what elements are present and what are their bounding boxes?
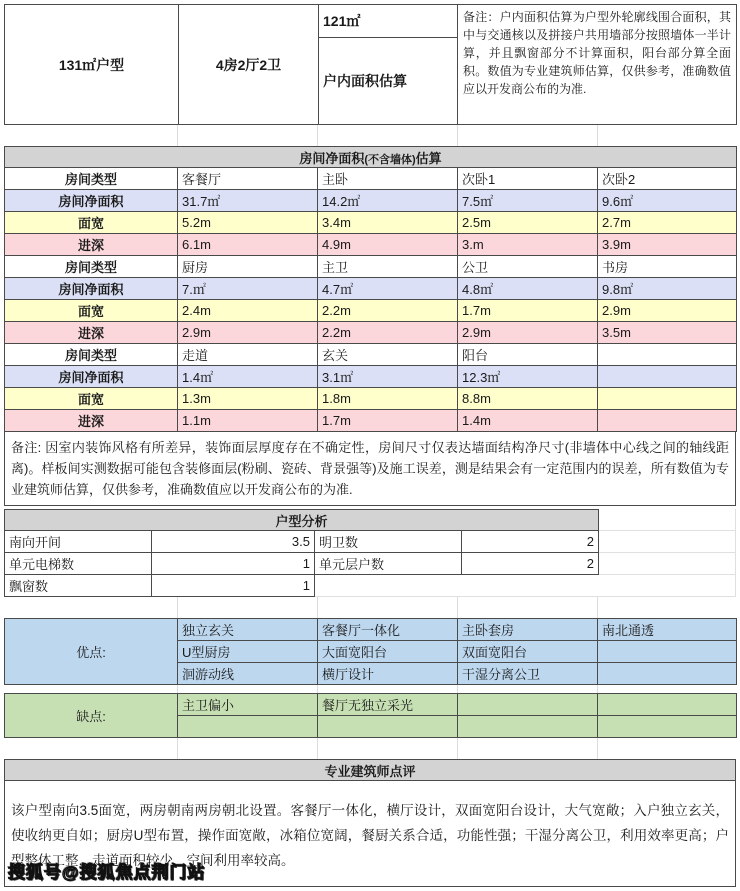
unit-summary-table: [4, 4, 737, 125]
cell: 2.2m: [318, 300, 458, 322]
row-label: 房间类型: [5, 344, 178, 366]
cell: [598, 366, 737, 388]
review-body: [4, 781, 736, 887]
analysis-value: 1: [152, 553, 315, 575]
pros-table: [4, 618, 737, 685]
cell: 31.7㎡: [178, 190, 318, 212]
cell: 3.5m: [598, 322, 737, 344]
pros-item: 大面宽阳台: [318, 641, 458, 663]
cell: 8.8m: [458, 388, 598, 410]
cell: 2.9m: [598, 300, 737, 322]
analysis-title: 户型分析: [5, 510, 599, 531]
table-row: [5, 300, 737, 322]
cell: 4.9m: [318, 234, 458, 256]
title-main: 房间净面积: [299, 150, 365, 166]
pros-item: 洄游动线: [178, 663, 318, 685]
watermark: 搜狐号@搜狐焦点荆门站: [8, 863, 206, 882]
cell: 次卧2: [598, 168, 737, 190]
analysis-label: 飘窗数: [5, 575, 152, 597]
cell: [598, 344, 737, 366]
cell: 1.7m: [318, 410, 458, 432]
analysis-section: [4, 509, 736, 597]
row-label: 房间净面积: [5, 366, 178, 388]
cons-item: [598, 694, 737, 716]
cell: 5.2m: [178, 212, 318, 234]
table-row: [5, 168, 737, 190]
cons-item: 餐厅无独立采光: [318, 694, 458, 716]
analysis-value: 2: [462, 531, 599, 553]
cell: 1.1m: [178, 410, 318, 432]
pros-item: [598, 641, 737, 663]
cons-item: 主卫偏小: [178, 694, 318, 716]
cell: 7.5㎡: [458, 190, 598, 212]
review-header: [4, 759, 736, 781]
analysis-label: [315, 575, 462, 597]
cell: [598, 410, 737, 432]
header-note: 备注：户内面积估算为户型外轮廓线围合面积，其中与交通核以及拼接户共用墙部分按照墙体一半计算，并且飘窗部分不计算面积，阳台部分算全面积。数值为专业建筑师估算，仅供参考，准确数值应以开发商公布的为准.: [458, 5, 737, 125]
row-label: 进深: [5, 234, 178, 256]
grid-gap: [4, 125, 736, 146]
cell: 9.6㎡: [598, 190, 737, 212]
indoor-area-label: 户内面积估算: [319, 38, 458, 125]
cell: 12.3㎡: [458, 366, 598, 388]
cell: 1.7m: [458, 300, 598, 322]
cell: 6.1m: [178, 234, 318, 256]
analysis-value: [462, 575, 599, 597]
analysis-label: 南向开间: [5, 531, 152, 553]
cell: 2.7m: [598, 212, 737, 234]
table-row: [5, 344, 737, 366]
table-row: [5, 366, 737, 388]
cell: 走道: [178, 344, 318, 366]
table-row: [5, 388, 737, 410]
room-area-table: [4, 146, 737, 432]
row-label: 面宽: [5, 300, 178, 322]
row-label: 房间净面积: [5, 190, 178, 212]
unit-type-cell: 131㎡户型: [5, 5, 179, 125]
title-small: (不含墙体): [364, 153, 416, 166]
table-row: [5, 575, 599, 597]
cell: 7.㎡: [178, 278, 318, 300]
row-label: 进深: [5, 322, 178, 344]
cell: 玄关: [318, 344, 458, 366]
row-label: 面宽: [5, 212, 178, 234]
pros-item: 独立玄关: [178, 619, 318, 641]
cell: 1.4㎡: [178, 366, 318, 388]
analysis-table: [4, 509, 599, 597]
analysis-value: 2: [462, 553, 599, 575]
cell: 3.4m: [318, 212, 458, 234]
grid-gap: [4, 685, 736, 693]
cell: 9.8㎡: [598, 278, 737, 300]
review-title: 专业建筑师点评: [5, 760, 736, 781]
table-row: [5, 410, 737, 432]
empty-grid-area: [599, 509, 736, 597]
title-tail: 估算: [415, 150, 442, 166]
cell: 公卫: [458, 256, 598, 278]
row-label: 面宽: [5, 388, 178, 410]
pros-item: 横厅设计: [318, 663, 458, 685]
cell: 2.9m: [458, 322, 598, 344]
table-row: [5, 234, 737, 256]
cell: 3.9m: [598, 234, 737, 256]
cell: 客餐厅: [178, 168, 318, 190]
table-row: [5, 212, 737, 234]
table-row: [5, 531, 599, 553]
analysis-value: 3.5: [152, 531, 315, 553]
cell: 14.2㎡: [318, 190, 458, 212]
analysis-label: 明卫数: [315, 531, 462, 553]
cell: 1.8m: [318, 388, 458, 410]
table-row: [5, 553, 599, 575]
row-label: 房间类型: [5, 168, 178, 190]
cell: [598, 388, 737, 410]
cons-table: [4, 693, 737, 738]
pros-item: 主卧套房: [458, 619, 598, 641]
analysis-label: 单元电梯数: [5, 553, 152, 575]
pros-item: 双面宽阳台: [458, 641, 598, 663]
pros-item: 干湿分离公卫: [458, 663, 598, 685]
cell: 1.3m: [178, 388, 318, 410]
cons-item: [178, 716, 318, 738]
cons-item: [458, 716, 598, 738]
pros-item: 客餐厅一体化: [318, 619, 458, 641]
analysis-label: 单元层户数: [315, 553, 462, 575]
table-row: [5, 190, 737, 212]
table-row: [5, 322, 737, 344]
row-label: 进深: [5, 410, 178, 432]
cons-label: 缺点:: [5, 694, 178, 738]
table-row: [5, 619, 737, 641]
review-text: 该户型南向3.5面宽，两房朝南两房朝北设置。客餐厅一体化，横厅设计，双面宽阳台设计，大气宽敞；入户独立玄关，使收纳更自如；厨房U型布置，操作面宽敞，冰箱位宽阔，餐厨关系合适，功能性强；干湿分离公卫，利用效率更高；户型整体工整，走道面积较少，空间利用率较高。: [11, 803, 729, 868]
grid-gap: [4, 738, 736, 759]
cell: 厨房: [178, 256, 318, 278]
row-label: 房间类型: [5, 256, 178, 278]
measurement-note: 备注: 因室内装饰风格有所差异，装饰面层厚度存在不确定性，房间尺寸仅表达墙面结构净尺寸(非墙体中心线之间的轴线距离)。样板间实测数据可能包含装修面层(粉刷、瓷砖、背景强等)及施工误差，测是结果会有一定范围内的误差，所有数值为专业建筑师估算，仅供参考，准确数值应以开发商公布的为准.: [4, 432, 736, 506]
row-label: 房间净面积: [5, 278, 178, 300]
pros-item: 南北通透: [598, 619, 737, 641]
pros-item: [598, 663, 737, 685]
cell: 3.1㎡: [318, 366, 458, 388]
pros-item: U型厨房: [178, 641, 318, 663]
cell: 次卧1: [458, 168, 598, 190]
room-area-title: [5, 147, 737, 168]
room-layout-cell: 4房2厅2卫: [179, 5, 319, 125]
spreadsheet-document: [4, 4, 736, 887]
analysis-value: 1: [152, 575, 315, 597]
cell: 书房: [598, 256, 737, 278]
cell: 阳台: [458, 344, 598, 366]
cell: 主卧: [318, 168, 458, 190]
cell: 2.9m: [178, 322, 318, 344]
pros-label: 优点:: [5, 619, 178, 685]
cons-item: [318, 716, 458, 738]
table-row: [5, 694, 737, 716]
grid-gap: [4, 597, 736, 618]
cell: 4.8㎡: [458, 278, 598, 300]
table-row: [5, 278, 737, 300]
cell: 2.5m: [458, 212, 598, 234]
cell: 2.2m: [318, 322, 458, 344]
cell: 4.7㎡: [318, 278, 458, 300]
cell: 3.m: [458, 234, 598, 256]
cons-item: [458, 694, 598, 716]
table-row: [5, 256, 737, 278]
cell: 2.4m: [178, 300, 318, 322]
cell: 主卫: [318, 256, 458, 278]
cons-item: [598, 716, 737, 738]
cell: 1.4m: [458, 410, 598, 432]
indoor-area-value: 121㎡: [319, 5, 458, 38]
